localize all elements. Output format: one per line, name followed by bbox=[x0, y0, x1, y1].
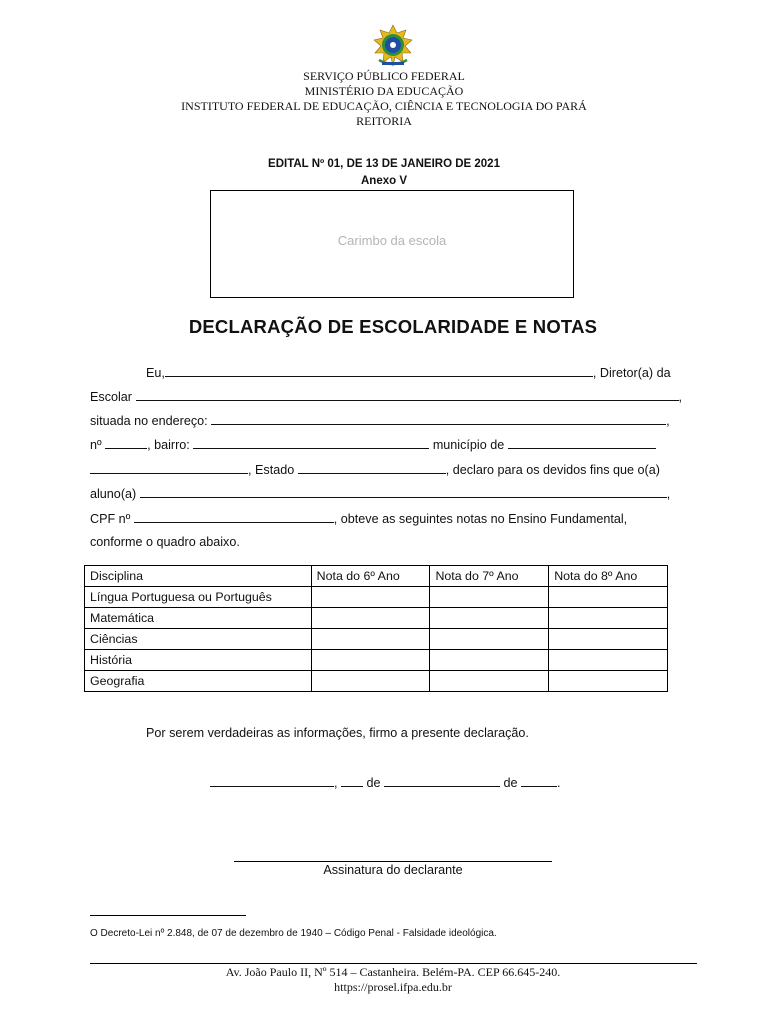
grade-cell[interactable] bbox=[549, 650, 668, 671]
label-aluno: aluno(a) bbox=[90, 487, 137, 501]
grade-cell[interactable] bbox=[549, 629, 668, 650]
label-bairro: , bairro: bbox=[147, 438, 190, 452]
grade-cell[interactable] bbox=[549, 671, 668, 692]
label-declaro: , declaro para os devidos fins que o(a) bbox=[445, 463, 660, 477]
city-field-continued[interactable] bbox=[90, 462, 248, 474]
footer bbox=[0, 965, 768, 995]
table-row bbox=[85, 587, 668, 608]
form-line-7 bbox=[90, 511, 627, 526]
edital-block bbox=[0, 156, 768, 190]
day-field[interactable] bbox=[341, 775, 363, 787]
grades-table bbox=[84, 565, 668, 692]
header-nota-6: Nota do 6º Ano bbox=[311, 566, 430, 587]
label-de-1: de bbox=[366, 776, 381, 790]
date-line bbox=[210, 775, 561, 790]
grade-cell[interactable] bbox=[430, 629, 549, 650]
label-escolar: Escolar bbox=[90, 390, 132, 404]
label-obteve: , obteve as seguintes notas no Ensino Fundamental, bbox=[333, 512, 628, 526]
table-row bbox=[85, 608, 668, 629]
grade-cell[interactable] bbox=[311, 650, 430, 671]
form-line-6 bbox=[90, 486, 670, 501]
grade-cell[interactable] bbox=[311, 671, 430, 692]
address-field[interactable] bbox=[211, 413, 666, 425]
grade-cell[interactable] bbox=[311, 608, 430, 629]
header-line-4: REITORIA bbox=[356, 114, 412, 128]
label-cpf: CPF nº bbox=[90, 512, 131, 526]
grade-cell[interactable] bbox=[430, 608, 549, 629]
grade-cell[interactable] bbox=[430, 671, 549, 692]
form-line-2 bbox=[90, 389, 682, 404]
state-field[interactable] bbox=[298, 462, 446, 474]
label-de-2: de bbox=[503, 776, 518, 790]
subject-cell: História bbox=[85, 650, 312, 671]
header-line-2: MINISTÉRIO DA EDUCAÇÃO bbox=[304, 84, 464, 98]
label-municipio: município de bbox=[432, 438, 505, 452]
document-title: DECLARAÇÃO DE ESCOLARIDADE E NOTAS bbox=[188, 316, 598, 337]
place-field[interactable] bbox=[210, 775, 334, 787]
form-line-8 bbox=[90, 535, 240, 549]
stamp-label: Carimbo da escola bbox=[337, 233, 447, 248]
form-line-4 bbox=[90, 437, 656, 452]
brazil-coat-of-arms-icon bbox=[370, 24, 416, 70]
neighborhood-field[interactable] bbox=[193, 437, 429, 449]
grade-cell[interactable] bbox=[549, 587, 668, 608]
signature-line[interactable] bbox=[234, 861, 552, 862]
footnote-separator bbox=[90, 915, 246, 916]
table-row bbox=[85, 671, 668, 692]
student-field[interactable] bbox=[140, 486, 667, 498]
label-numero: nº bbox=[90, 438, 102, 452]
comma: , bbox=[666, 487, 671, 501]
header-line-3: INSTITUTO FEDERAL DE EDUCAÇÃO, CIÊNCIA E TECNOLOGIA DO PARÁ bbox=[181, 99, 587, 113]
header-nota-8: Nota do 8º Ano bbox=[549, 566, 668, 587]
footnote: O Decreto-Lei nº 2.848, de 07 de dezembro de 1940 – Código Penal - Falsidade ideológica. bbox=[90, 928, 497, 939]
footer-address: Av. João Paulo II, Nº 514 – Castanheira. Belém-PA. CEP 66.645-240. bbox=[225, 965, 561, 979]
subject-cell: Matemática bbox=[85, 608, 312, 629]
label-endereco: situada no endereço: bbox=[90, 414, 208, 428]
label-eu: Eu, bbox=[146, 366, 165, 380]
year-field[interactable] bbox=[521, 775, 557, 787]
table-header-row bbox=[85, 566, 668, 587]
form-line-1 bbox=[146, 365, 671, 380]
school-stamp-box[interactable] bbox=[210, 190, 574, 298]
header-line-1: SERVIÇO PÚBLICO FEDERAL bbox=[303, 69, 465, 83]
subject-cell: Língua Portuguesa ou Português bbox=[85, 587, 312, 608]
institution-header bbox=[0, 69, 768, 129]
footer-url[interactable]: https://prosel.ifpa.edu.br bbox=[334, 980, 452, 994]
date-period: . bbox=[557, 776, 561, 790]
grade-cell[interactable] bbox=[549, 608, 668, 629]
cpf-field[interactable] bbox=[134, 511, 334, 523]
table-row bbox=[85, 629, 668, 650]
date-comma: , bbox=[334, 776, 338, 790]
label-diretor: , Diretor(a) da bbox=[592, 366, 671, 380]
header-nota-7: Nota do 7º Ano bbox=[430, 566, 549, 587]
form-line-3 bbox=[90, 413, 670, 428]
grade-cell[interactable] bbox=[430, 587, 549, 608]
month-field[interactable] bbox=[384, 775, 500, 787]
table-row bbox=[85, 650, 668, 671]
comma: , bbox=[666, 414, 670, 428]
subject-cell: Ciências bbox=[85, 629, 312, 650]
edital-title: EDITAL Nº 01, DE 13 DE JANEIRO DE 2021 bbox=[268, 158, 500, 170]
closing-statement: Por serem verdadeiras as informações, firmo a presente declaração. bbox=[146, 726, 529, 740]
school-field[interactable] bbox=[136, 389, 679, 401]
subject-cell: Geografia bbox=[85, 671, 312, 692]
name-field[interactable] bbox=[165, 365, 593, 377]
edital-annex: Anexo V bbox=[360, 175, 407, 187]
label-estado: , Estado bbox=[248, 463, 295, 477]
label-conforme: conforme o quadro abaixo. bbox=[90, 535, 240, 549]
grade-cell[interactable] bbox=[430, 650, 549, 671]
grade-cell[interactable] bbox=[311, 629, 430, 650]
grade-cell[interactable] bbox=[311, 587, 430, 608]
footer-separator bbox=[90, 963, 697, 964]
comma: , bbox=[678, 390, 682, 404]
city-field[interactable] bbox=[508, 437, 656, 449]
signature-label: Assinatura do declarante bbox=[323, 863, 463, 877]
header-disciplina: Disciplina bbox=[85, 566, 312, 587]
form-line-5 bbox=[90, 462, 660, 477]
number-field[interactable] bbox=[105, 437, 147, 449]
